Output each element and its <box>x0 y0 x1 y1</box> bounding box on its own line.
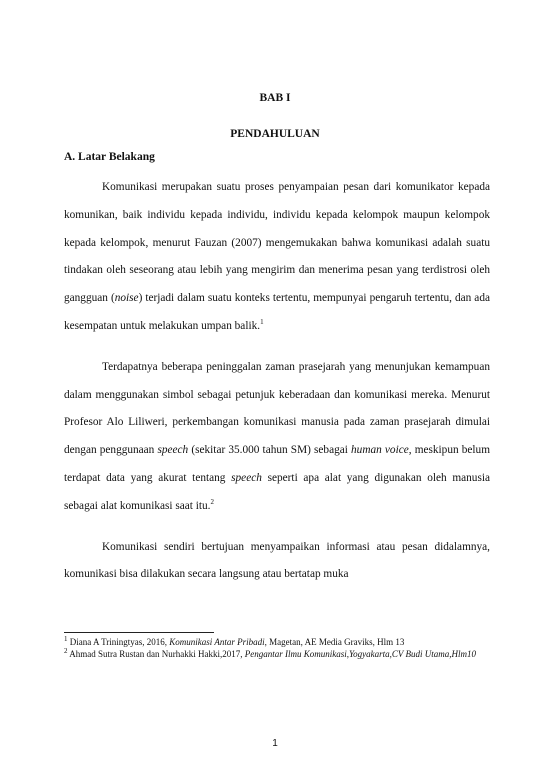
footnote-ref-1[interactable]: 1 <box>260 318 264 327</box>
chapter-label: BAB I <box>259 92 291 104</box>
paragraph-1 <box>64 174 490 341</box>
footnote-2-text-a: Ahmad Sutra Rustan dan Nurhakki Hakki,2017, <box>67 648 245 659</box>
paragraph-2-text-d: seperti apa alat yang digunakan oleh manusia sebagai alat komunikasi saat itu. <box>64 471 490 512</box>
paragraph-2-italic-speech-2: speech <box>231 471 262 484</box>
paragraph-2-text-a: Terdapatnya beberapa peninggalan zaman prasejarah yang menunjukan kemampuan dalam menggunakan simbol sebagai petunjuk keberadaan dan komunikasi mereka. Menurut Profesor Alo Liliweri, perkembangan komunikasi manusia pada zaman prasejarah dimulai dengan penggunaan <box>64 360 490 457</box>
paragraph-1-italic-noise: noise <box>114 292 139 305</box>
section-heading: A. Latar Belakang <box>64 151 155 163</box>
paragraph-2-text-b: (sekitar 35.000 tahun SM) sebagai <box>188 444 352 457</box>
footnote-separator <box>64 632 214 633</box>
footnote-1 <box>64 637 490 649</box>
footnote-1-text-b: , Magetan, AE Media Graviks, Hlm 13 <box>264 637 405 647</box>
footnote-2-title: Pengantar Ilmu Komunikasi,Yogyakarta,CV Budi Utama,Hlm10 <box>244 648 476 659</box>
footnote-2-number: 2 <box>64 646 68 655</box>
footnotes <box>64 637 490 660</box>
paragraph-1-text-b: ) terjadi dalam suatu konteks tertentu, mempunyai pengaruh tertentu, dan ada kesempatan untuk melakukan umpan balik. <box>64 292 490 332</box>
footnote-ref-2[interactable]: 2 <box>210 498 215 506</box>
paragraph-2 <box>64 354 490 521</box>
paragraph-2-italic-speech: speech <box>157 444 189 457</box>
paragraph-1-text-a: Komunikasi merupakan suatu proses penyampaian pesan dari komunikator kepada komunikan, baik individu kepada individu, individu kepada kelompok maupun kelompok kepada kelompok, menurut Fauzan (2007) mengemukakan bahwa komunikasi adalah suatu tindakan oleh seseorang atau lebih yang mengirim dan menerima pesan yang terdistrosi oleh gangguan ( <box>64 181 490 305</box>
chapter-title: PENDAHULUAN <box>230 128 320 140</box>
footnote-1-title: Komunikasi Antar Pribadi <box>169 637 265 647</box>
paragraph-2-text-c: , meskipun belum terdapat data yang akurat tentang <box>64 444 490 484</box>
paragraph-3-text: Komunikasi sendiri bertujuan menyampaikan informasi atau pesan didalamnya, komunikasi bisa dilakukan secara langsung atau bertatap muka <box>64 540 490 581</box>
footnote-2 <box>64 646 490 661</box>
paragraph-3 <box>64 534 490 590</box>
body-text <box>64 174 490 589</box>
page-number: 1 <box>272 738 278 749</box>
paragraph-2-italic-human-voice: human voice <box>351 444 409 457</box>
footnote-1-number: 1 <box>64 635 68 643</box>
footnote-1-text-a: Diana A Triningtyas, 2016, <box>67 637 170 647</box>
